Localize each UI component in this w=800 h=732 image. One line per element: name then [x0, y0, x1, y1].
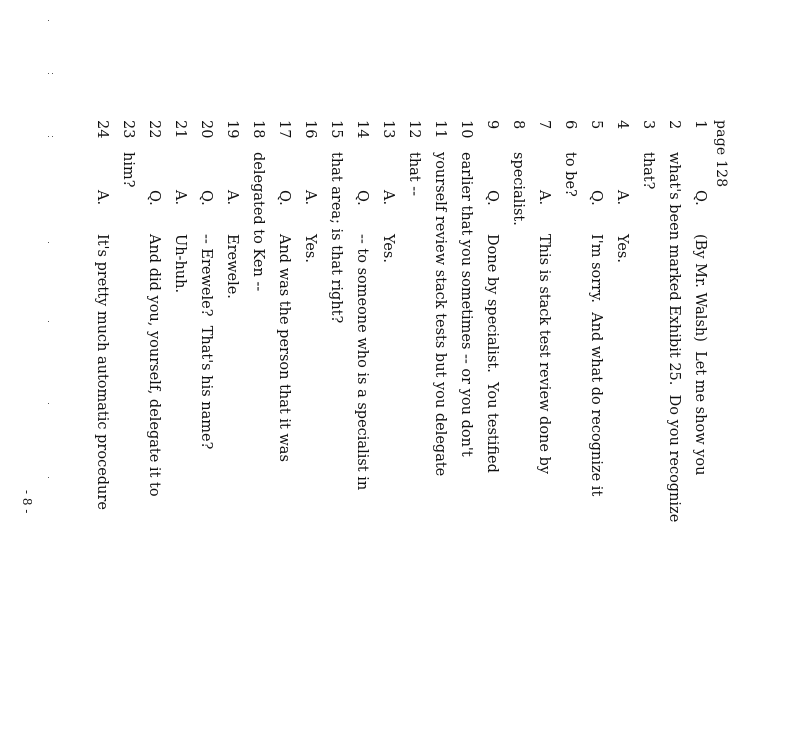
- transcript-line: [375, 112, 401, 732]
- line-text: And did you, yourself, delegate it to: [146, 234, 162, 497]
- speaker-label: Q.: [198, 190, 214, 206]
- transcript-line: [687, 112, 713, 732]
- line-number: 14: [354, 120, 370, 139]
- transcript-line: [453, 112, 479, 732]
- line-number: 3: [640, 120, 656, 130]
- line-text: This is stack test review done by: [536, 234, 552, 475]
- line-number: 7: [536, 120, 552, 130]
- line-text: I'm sorry. And what do recognize it: [588, 234, 604, 497]
- speaker-label: Q.: [276, 190, 292, 206]
- transcript-line: [661, 112, 687, 732]
- line-number: 20: [198, 120, 214, 139]
- transcript-line: [89, 112, 115, 732]
- line-text: what's been marked Exhibit 25. Do you recognize: [666, 152, 682, 523]
- line-text: that?: [640, 152, 656, 190]
- transcript-line: [297, 112, 323, 732]
- transcript-line: [323, 112, 349, 732]
- page-footer: - 8 -: [20, 490, 34, 514]
- transcript-line: [245, 112, 271, 732]
- line-number: 1: [692, 120, 708, 130]
- line-number: 19: [224, 120, 240, 139]
- line-text: earlier that you sometimes -- or you don't: [458, 152, 474, 457]
- line-number: 13: [380, 120, 396, 139]
- line-number: 12: [406, 120, 422, 139]
- page-reference: page 128: [713, 120, 729, 188]
- line-number: 5: [588, 120, 604, 130]
- line-text: him?: [120, 152, 136, 188]
- line-text: specialist.: [510, 152, 526, 226]
- line-number: 4: [614, 120, 630, 130]
- transcript-line: [193, 112, 219, 732]
- transcript-line: [635, 112, 661, 732]
- line-text: Done by specialist. You testified: [484, 234, 500, 473]
- line-text: Yes.: [302, 234, 318, 263]
- line-text: Yes.: [380, 234, 396, 263]
- line-number: 15: [328, 120, 344, 139]
- line-text: -- to someone who is a specialist in: [354, 234, 370, 491]
- speaker-label: Q.: [484, 190, 500, 206]
- line-text: that area; is that right?: [328, 152, 344, 324]
- speaker-label: A.: [614, 190, 630, 206]
- speaker-label: Q.: [692, 190, 708, 206]
- transcript-line: [609, 112, 635, 732]
- speaker-label: A.: [380, 190, 396, 206]
- line-text: to be?: [562, 152, 578, 197]
- line-number: 21: [172, 120, 188, 139]
- line-text: Uh-huh.: [172, 234, 188, 294]
- transcript-page: [85, 112, 729, 730]
- line-number: 18: [250, 120, 266, 139]
- speaker-label: Q.: [354, 190, 370, 206]
- transcript-lines: [89, 112, 713, 732]
- line-text: -- Erewele? That's his name?: [198, 234, 214, 450]
- line-number: 23: [120, 120, 136, 139]
- transcript-line: [479, 112, 505, 732]
- transcript-line: [271, 112, 297, 732]
- line-text: Yes.: [614, 234, 630, 263]
- line-text: yourself review stack tests but you delegate: [432, 152, 448, 477]
- line-number: 9: [484, 120, 500, 130]
- speaker-label: A.: [536, 190, 552, 206]
- speaker-label: A.: [94, 190, 110, 206]
- line-number: 6: [562, 120, 578, 130]
- speaker-label: A.: [172, 190, 188, 206]
- speaker-label: Q.: [588, 190, 604, 206]
- transcript-line: [115, 112, 141, 732]
- line-text: delegated to Ken --: [250, 152, 266, 292]
- line-number: 10: [458, 120, 474, 139]
- transcript-line: [531, 112, 557, 732]
- line-number: 17: [276, 120, 292, 139]
- speaker-label: A.: [224, 190, 240, 206]
- transcript-line: [401, 112, 427, 732]
- line-text: Erewele.: [224, 234, 240, 299]
- transcript-line: [167, 112, 193, 732]
- transcript-line: [219, 112, 245, 732]
- transcript-line: [349, 112, 375, 732]
- transcript-line: [583, 112, 609, 732]
- speaker-label: Q.: [146, 190, 162, 206]
- speaker-label: A.: [302, 190, 318, 206]
- line-text: that --: [406, 152, 422, 197]
- transcript-line: [505, 112, 531, 732]
- line-number: 16: [302, 120, 318, 139]
- transcript-line: [427, 112, 453, 732]
- line-text: (By Mr. Walsh) Let me show you: [692, 234, 708, 476]
- transcript-line: [557, 112, 583, 732]
- line-number: 2: [666, 120, 682, 130]
- line-text: It's pretty much automatic procedure: [94, 234, 110, 510]
- transcript-line: [141, 112, 167, 732]
- line-number: 11: [432, 120, 448, 139]
- line-text: And was the person that it was: [276, 234, 292, 462]
- line-number: 24: [94, 120, 110, 139]
- line-number: 8: [510, 120, 526, 130]
- line-number: 22: [146, 120, 162, 139]
